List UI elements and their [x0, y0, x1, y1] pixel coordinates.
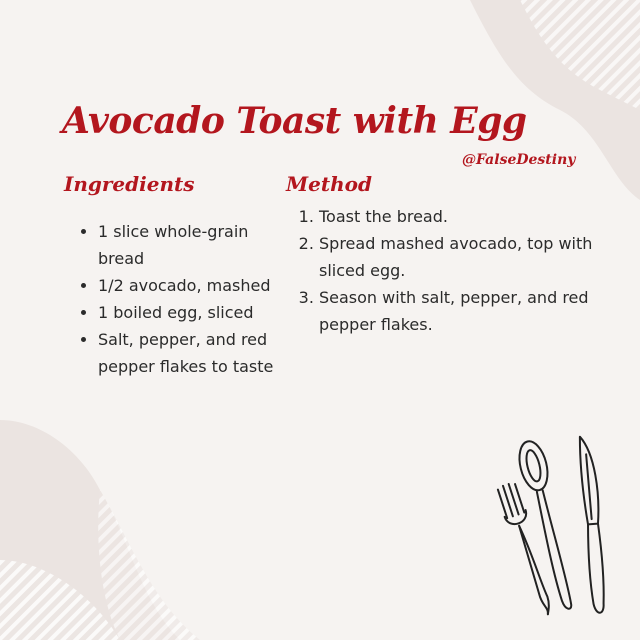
- recipe-title: Avocado Toast with Egg: [62, 100, 527, 142]
- spoon-icon: [515, 438, 582, 612]
- method-list: [299, 203, 609, 338]
- ingredient-item: • 1/2 avocado, mashed: [98, 272, 278, 299]
- ingredient-item: • 1 slice whole-grain bread: [98, 218, 278, 272]
- method-step: 2. Spread mashed avocado, top with sliced egg.: [319, 230, 609, 284]
- author-handle: @FalseDestiny: [462, 152, 576, 168]
- ingredients-list: [80, 218, 278, 380]
- method-heading: Method: [286, 172, 372, 196]
- ingredients-heading: Ingredients: [64, 172, 195, 196]
- method-step: 1. Toast the bread.: [319, 203, 609, 230]
- ingredient-item: • 1 boiled egg, sliced: [98, 299, 278, 326]
- method-step: 3. Season with salt, pepper, and red pepper flakes.: [319, 284, 609, 338]
- cutlery-illustration: [488, 424, 618, 624]
- ingredient-item: • Salt, pepper, and red pepper flakes to taste: [98, 326, 278, 380]
- knife-icon: [579, 436, 606, 614]
